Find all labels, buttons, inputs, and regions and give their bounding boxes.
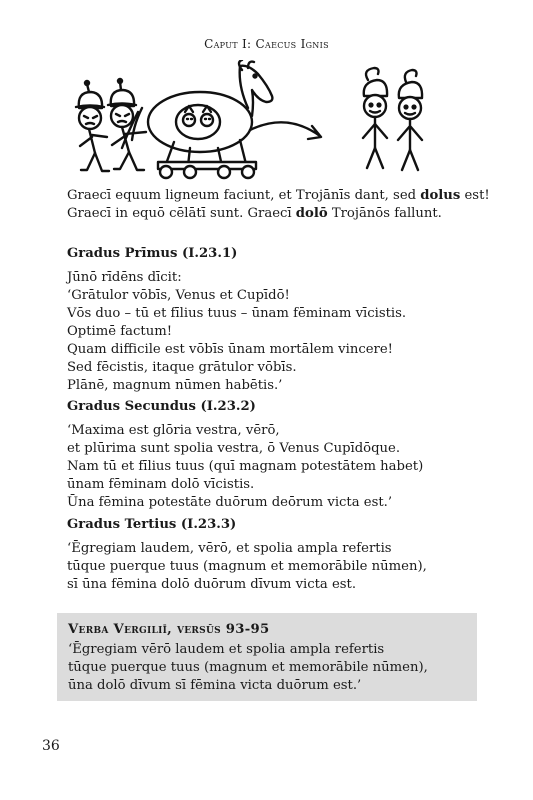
running-head: Caput I: Caecus Ignis xyxy=(204,37,329,51)
section-heading: Gradus Prīmus (I.23.1) xyxy=(67,246,238,261)
verse-line: ūna dolō dīvum sī fēmina victa duōrum est.’ xyxy=(68,678,362,693)
trojan-figure xyxy=(398,70,422,170)
verse-line: Vōs duo – tū et fīlius tuus – ūnam fēminam vīcistis. xyxy=(67,306,407,321)
page-number: 36 xyxy=(42,738,60,754)
gradus-tertius-section xyxy=(67,516,487,594)
verse-line: ūnam fēminam dolō vīcistis. xyxy=(67,477,255,492)
gradus-secundus-section xyxy=(67,398,487,512)
verse-line: Optimē factum! xyxy=(67,324,172,339)
verba-vergilii-box xyxy=(57,613,477,701)
verse-line: Nam tū et fīlius tuus (quī magnam potestātem habet) xyxy=(67,459,424,474)
verse-line: tūque puerque tuus (magnum et memorābile nūmen), xyxy=(68,660,428,675)
box-heading: Verba Vergiliī, versūs 93-95 xyxy=(68,622,270,637)
verse-line: Plānē, magnum nūmen habētis.’ xyxy=(67,378,283,393)
verse-line: sī ūna fēmina dolō duōrum dīvum victa est. xyxy=(67,577,357,592)
verse-line: ‘Grātulor vōbīs, Venus et Cupīdō! xyxy=(67,288,290,303)
section-heading: Gradus Secundus (I.23.2) xyxy=(67,399,256,414)
greek-soldier-figure xyxy=(76,81,109,171)
verse-line: et plūrima sunt spolia vestra, ō Venus Cupīdōque. xyxy=(67,441,401,456)
verse-line: tūque puerque tuus (magnum et memorābile nūmen), xyxy=(67,559,427,574)
section-heading: Gradus Tertius (I.23.3) xyxy=(67,517,237,532)
verse-line: Ūna fēmina potestāte duōrum deōrum victa est.’ xyxy=(67,495,393,510)
verse-line: Quam difficile est vōbīs ūnam mortālem vincere! xyxy=(67,342,393,357)
verse-line: ‘Maxima est glōria vestra, vērō, xyxy=(67,423,280,438)
trojan-horse-illustration xyxy=(62,60,462,180)
intro-line: Graecī in equō cēlātī sunt. Graecī dolō Trojānōs fallunt. xyxy=(67,206,442,221)
wooden-horse-figure xyxy=(122,60,272,178)
trojan-figure xyxy=(363,68,387,168)
verse-line: Sed fēcistis, itaque grātulor vōbīs. xyxy=(67,360,297,375)
greek-soldier-figure xyxy=(108,79,146,170)
intro-line: Graecī equum ligneum faciunt, et Trojānīs dant, sed dolus est! xyxy=(67,188,490,203)
arrow-icon xyxy=(250,122,321,139)
verse-line: ‘Ēgregiam laudem, vērō, et spolia ampla refertis xyxy=(67,541,392,556)
gradus-primus-section xyxy=(67,245,487,395)
verse-line: ‘Ēgregiam vērō laudem et spolia ampla refertis xyxy=(68,642,385,657)
intro-paragraph xyxy=(67,187,490,223)
verse-line: Jūnō rīdēns dīcit: xyxy=(67,270,182,285)
